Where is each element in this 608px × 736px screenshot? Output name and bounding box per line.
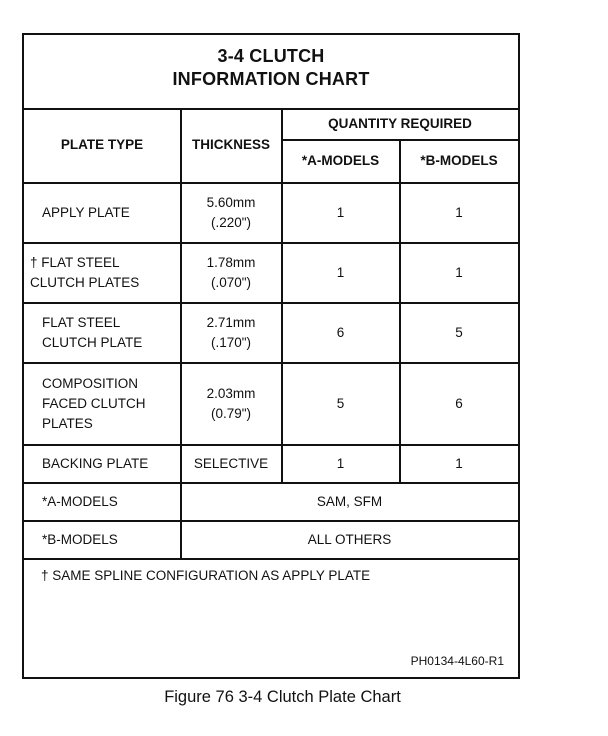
row-3-thickness: 2.71mm (.170") xyxy=(206,314,256,350)
header-thickness: THICKNESS xyxy=(191,137,270,152)
clutch-information-chart xyxy=(22,33,520,679)
model-b-label: *B-MODELS xyxy=(42,531,118,547)
header-b-models: *B-MODELS xyxy=(420,153,498,168)
row-4-qty-a: 5 xyxy=(336,395,345,411)
row-5-plate-type: BACKING PLATE xyxy=(42,455,149,471)
row-4-thickness: 2.03mm (0.79") xyxy=(206,385,256,421)
row-5-thickness: SELECTIVE xyxy=(193,455,269,471)
row-5-qty-b: 1 xyxy=(455,455,463,471)
row-2-thickness: 1.78mm (.070") xyxy=(206,254,256,290)
row-1-plate-type: APPLY PLATE xyxy=(42,204,130,220)
row-2-plate-type: † FLAT STEEL CLUTCH PLATES xyxy=(30,254,140,290)
row-2-qty-b: 1 xyxy=(455,264,463,280)
row-3-plate-type: FLAT STEEL CLUTCH PLATE xyxy=(42,314,143,350)
chart-title xyxy=(24,45,518,91)
chart-title-line2: INFORMATION CHART xyxy=(172,69,370,89)
model-a-label: *A-MODELS xyxy=(42,493,118,509)
row-4-qty-b: 6 xyxy=(455,395,463,411)
figure-code: PH0134-4L60-R1 xyxy=(410,654,504,668)
model-a-value: SAM, SFM xyxy=(316,493,383,509)
header-a-models: *A-MODELS xyxy=(301,153,380,168)
chart-title-line1: 3-4 CLUTCH xyxy=(217,46,325,66)
row-4-plate-type: COMPOSITION FACED CLUTCH PLATES xyxy=(42,375,146,431)
row-1-qty-b: 1 xyxy=(455,204,463,220)
rule-model-b xyxy=(24,558,518,560)
header-quantity-required: QUANTITY REQUIRED xyxy=(328,115,472,131)
row-3-qty-a: 6 xyxy=(336,324,345,340)
row-3-qty-b: 5 xyxy=(455,324,463,340)
figure-caption: Figure 76 3-4 Clutch Plate Chart xyxy=(164,688,401,706)
footnote: † SAME SPLINE CONFIGURATION AS APPLY PLATE xyxy=(41,568,371,583)
model-b-value: ALL OTHERS xyxy=(307,531,392,547)
row-5-qty-a: 1 xyxy=(336,455,345,471)
row-1-qty-a: 1 xyxy=(336,204,345,220)
row-2-qty-a: 1 xyxy=(336,264,345,280)
header-plate-type: PLATE TYPE xyxy=(60,137,144,152)
row-1-thickness: 5.60mm (.220") xyxy=(206,194,256,230)
